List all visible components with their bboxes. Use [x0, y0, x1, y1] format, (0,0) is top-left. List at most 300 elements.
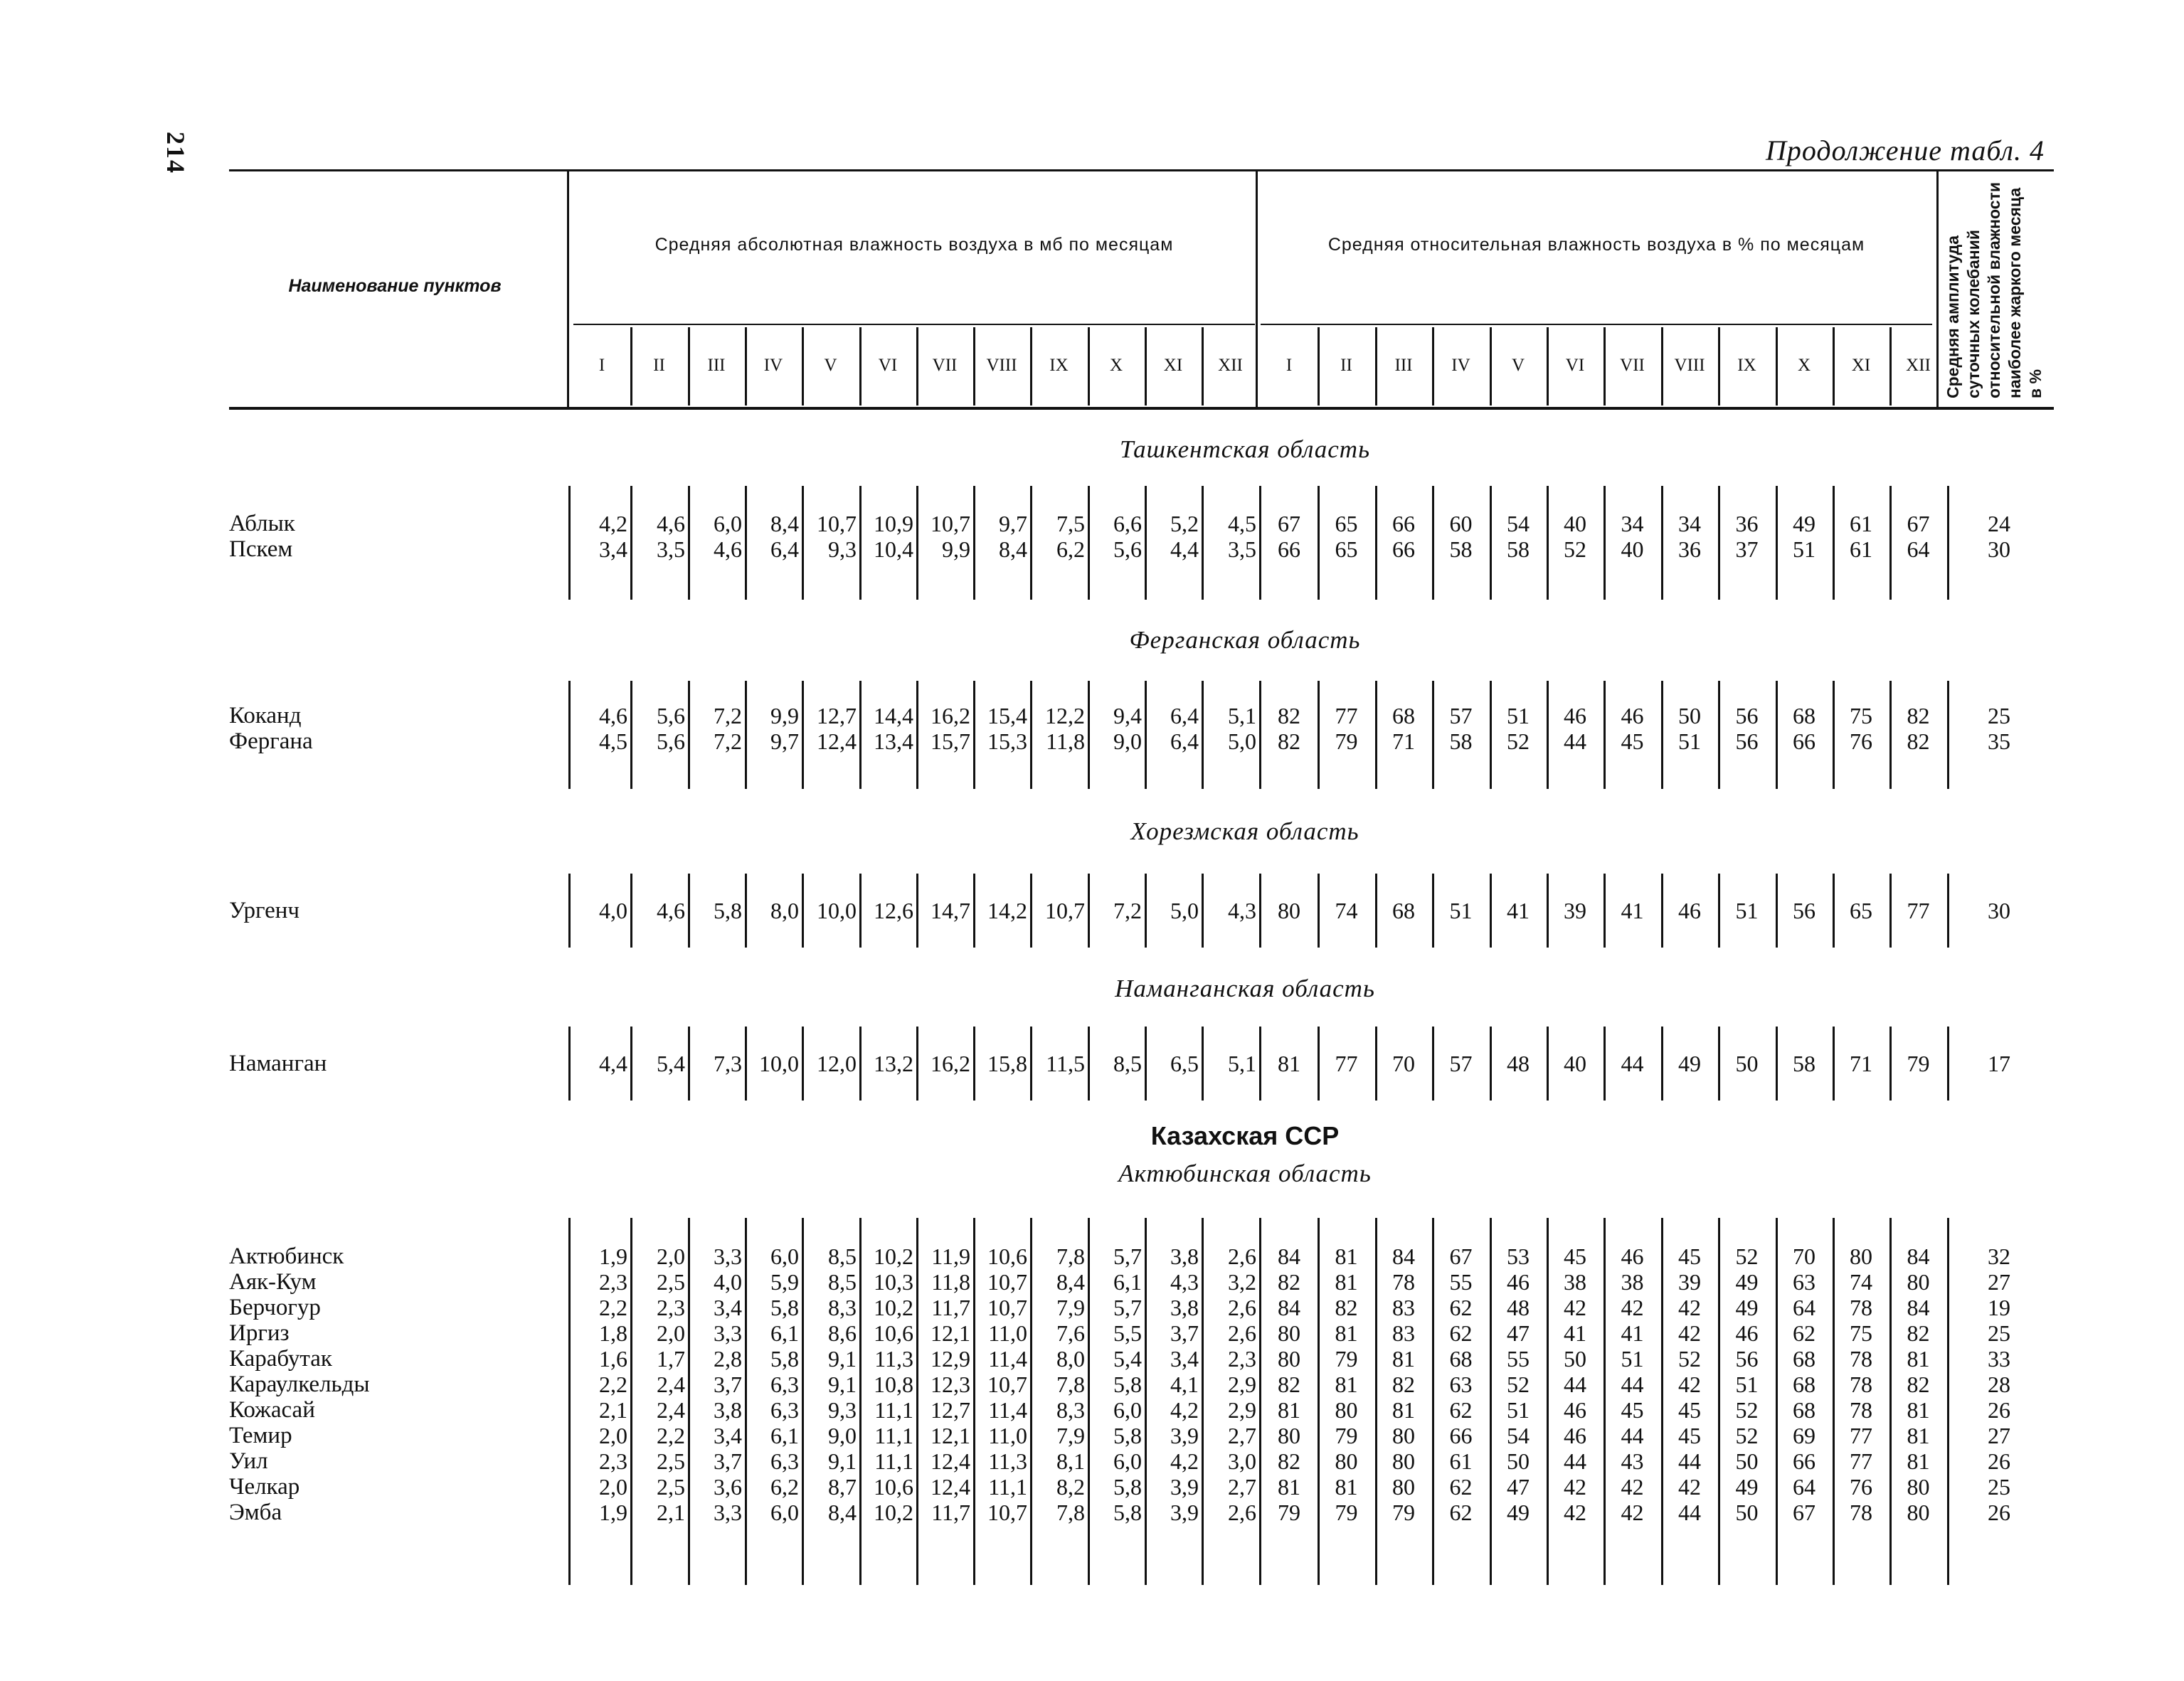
row-block-left-rule: [568, 1027, 571, 1101]
abs-humidity-value: 14,7: [931, 898, 970, 923]
rel-humidity-value: 42: [1564, 1295, 1586, 1320]
abs-humidity-value: 8,2: [1056, 1474, 1085, 1500]
rel-humidity-value: 68: [1793, 1346, 1815, 1372]
rel-humidity-value: 46: [1621, 1243, 1644, 1269]
abs-month-header: XII: [1218, 356, 1243, 375]
rel-humidity-value: 80: [1392, 1474, 1415, 1500]
header-month-divider: [745, 327, 747, 405]
abs-humidity-value: 2,3: [1228, 1346, 1256, 1372]
rel-humidity-value: 52: [1507, 1372, 1530, 1397]
amplitude-value: 19: [1988, 1295, 2010, 1320]
abs-month-header: I: [598, 356, 605, 375]
abs-humidity-value: 2,4: [657, 1372, 685, 1397]
rel-humidity-value: 54: [1507, 1423, 1530, 1448]
abs-humidity-value: 7,2: [714, 703, 742, 728]
abs-humidity-value: 8,0: [770, 898, 799, 923]
rel-month-header: V: [1511, 356, 1525, 375]
rel-humidity-value: 76: [1850, 728, 1872, 754]
abs-humidity-value: 16,2: [931, 703, 970, 728]
abs-humidity-value: 5,8: [1113, 1372, 1142, 1397]
rel-humidity-value: 82: [1907, 728, 1930, 754]
rel-humidity-value: 48: [1507, 1295, 1530, 1320]
rel-humidity-value: 78: [1850, 1397, 1872, 1423]
rel-humidity-value: 49: [1507, 1500, 1530, 1525]
rel-humidity-value: 67: [1907, 511, 1930, 536]
rel-humidity-value: 50: [1735, 1448, 1759, 1474]
abs-humidity-value: 4,4: [599, 1051, 627, 1076]
rel-humidity-value: 40: [1621, 536, 1644, 562]
abs-humidity-value: 10,2: [874, 1243, 913, 1269]
rel-humidity-value: 81: [1907, 1346, 1930, 1372]
rel-humidity-value: 60: [1449, 511, 1473, 536]
abs-humidity-value: 9,0: [1113, 728, 1142, 754]
rel-humidity-value: 46: [1507, 1269, 1530, 1295]
abs-humidity-value: 9,7: [770, 728, 799, 754]
rel-humidity-value: 84: [1907, 1295, 1930, 1320]
rel-humidity-value: 84: [1392, 1243, 1415, 1269]
rel-humidity-value: 44: [1678, 1500, 1701, 1525]
abs-humidity-value: 12,4: [817, 728, 857, 754]
abs-humidity-value: 8,3: [1056, 1397, 1085, 1423]
abs-humidity-value: 14,4: [874, 703, 913, 728]
header-group-divider: [1256, 171, 1258, 407]
abs-month-header: VIII: [986, 356, 1017, 375]
abs-humidity-value: 6,0: [714, 511, 742, 536]
rel-column-rule: [1947, 1027, 1949, 1101]
abs-humidity-value: 12,1: [931, 1320, 970, 1346]
abs-humidity-value: 6,2: [770, 1474, 799, 1500]
rel-humidity-value: 77: [1850, 1423, 1872, 1448]
abs-humidity-value: 3,9: [1170, 1423, 1199, 1448]
rel-humidity-value: 50: [1564, 1346, 1586, 1372]
rel-humidity-value: 45: [1564, 1243, 1586, 1269]
rel-humidity-value: 45: [1678, 1397, 1701, 1423]
station-name: Карабутак: [229, 1346, 332, 1372]
abs-humidity-value: 6,1: [1113, 1269, 1142, 1295]
amplitude-value: 26: [1988, 1500, 2010, 1525]
amplitude-value: 30: [1988, 898, 2010, 923]
rel-humidity-value: 77: [1907, 898, 1930, 923]
rel-humidity-value: 46: [1564, 703, 1586, 728]
rel-humidity-value: 42: [1678, 1320, 1701, 1346]
abs-humidity-value: 11,1: [988, 1474, 1027, 1500]
abs-humidity-value: 3,6: [714, 1474, 742, 1500]
header-month-divider: [630, 327, 632, 405]
abs-humidity-value: 15,7: [931, 728, 970, 754]
rel-column-rule: [1947, 486, 1949, 600]
rel-humidity-value: 78: [1392, 1269, 1415, 1295]
rel-humidity-value: 80: [1392, 1423, 1415, 1448]
rel-humidity-value: 62: [1449, 1320, 1473, 1346]
abs-humidity-value: 11,3: [874, 1346, 913, 1372]
rel-humidity-value: 45: [1621, 728, 1644, 754]
rel-humidity-value: 82: [1278, 703, 1300, 728]
abs-humidity-value: 11,1: [874, 1448, 913, 1474]
header-month-divider: [1661, 327, 1663, 405]
rel-humidity-value: 58: [1793, 1051, 1815, 1076]
abs-humidity-value: 12,0: [817, 1051, 857, 1076]
abs-humidity-value: 10,7: [817, 511, 857, 536]
station-name: Актюбинск: [229, 1243, 344, 1269]
rel-humidity-value: 64: [1907, 536, 1930, 562]
rel-month-header: XII: [1906, 356, 1931, 375]
abs-humidity-value: 9,3: [828, 536, 857, 562]
abs-group-divider: [573, 324, 1255, 325]
abs-humidity-value: 12,4: [931, 1448, 970, 1474]
abs-humidity-value: 6,3: [770, 1372, 799, 1397]
rel-humidity-value: 51: [1678, 728, 1701, 754]
station-name: Аяк-Кум: [229, 1269, 317, 1295]
rel-humidity-value: 47: [1507, 1474, 1530, 1500]
abs-humidity-value: 10,7: [987, 1295, 1027, 1320]
row-block-left-rule: [568, 874, 571, 948]
rel-humidity-value: 57: [1449, 703, 1473, 728]
abs-humidity-value: 5,7: [1113, 1243, 1142, 1269]
abs-humidity-value: 7,2: [714, 728, 742, 754]
abs-humidity-value: 5,8: [770, 1295, 799, 1320]
abs-humidity-value: 2,7: [1228, 1423, 1256, 1448]
abs-humidity-value: 2,3: [657, 1295, 685, 1320]
rel-humidity-value: 49: [1678, 1051, 1701, 1076]
rel-humidity-value: 55: [1449, 1269, 1473, 1295]
continuation-title: Продолжение табл. 4: [1765, 134, 2045, 166]
rel-month-header: VI: [1565, 356, 1585, 375]
rel-humidity-value: 82: [1278, 728, 1300, 754]
abs-humidity-value: 7,9: [1056, 1423, 1085, 1448]
abs-humidity-value: 5,9: [770, 1269, 799, 1295]
rel-humidity-value: 51: [1793, 536, 1815, 562]
abs-humidity-value: 3,0: [1228, 1448, 1256, 1474]
abs-humidity-value: 5,4: [657, 1051, 685, 1076]
abs-humidity-value: 7,2: [1113, 898, 1142, 923]
region-heading: Ферганская область: [1129, 626, 1361, 654]
rel-humidity-value: 42: [1564, 1500, 1586, 1525]
abs-humidity-value: 3,9: [1170, 1474, 1199, 1500]
station-name: Пскем: [229, 536, 293, 562]
rel-humidity-value: 52: [1564, 536, 1586, 562]
rel-humidity-value: 79: [1335, 1346, 1358, 1372]
amplitude-value: 35: [1988, 728, 2010, 754]
abs-humidity-value: 10,2: [874, 1295, 913, 1320]
rel-humidity-value: 47: [1507, 1320, 1530, 1346]
abs-humidity-value: 6,4: [1170, 728, 1199, 754]
abs-humidity-value: 8,4: [999, 536, 1027, 562]
abs-humidity-value: 4,2: [1170, 1397, 1199, 1423]
rel-humidity-value: 50: [1507, 1448, 1530, 1474]
rel-humidity-value: 78: [1850, 1346, 1872, 1372]
abs-humidity-value: 3,8: [1170, 1295, 1199, 1320]
abs-humidity-value: 2,5: [657, 1269, 685, 1295]
abs-humidity-value: 9,1: [828, 1448, 857, 1474]
rel-humidity-value: 81: [1907, 1423, 1930, 1448]
abs-humidity-value: 6,6: [1113, 511, 1142, 536]
rel-humidity-value: 67: [1793, 1500, 1815, 1525]
rel-humidity-value: 80: [1850, 1243, 1872, 1269]
rel-humidity-value: 41: [1507, 898, 1530, 923]
abs-humidity-value: 10,6: [987, 1243, 1027, 1269]
amplitude-value: 30: [1988, 536, 2010, 562]
abs-humidity-value: 5,0: [1170, 898, 1199, 923]
abs-humidity-value: 3,4: [599, 536, 627, 562]
rel-humidity-value: 44: [1564, 728, 1586, 754]
rel-humidity-value: 77: [1335, 1051, 1358, 1076]
header-name-divider: [567, 171, 569, 407]
abs-humidity-value: 2,6: [1228, 1320, 1256, 1346]
abs-humidity-value: 11,7: [931, 1500, 970, 1525]
rel-humidity-value: 49: [1735, 1269, 1759, 1295]
rel-humidity-value: 81: [1392, 1346, 1415, 1372]
abs-humidity-value: 5,8: [770, 1346, 799, 1372]
amplitude-value: 26: [1988, 1448, 2010, 1474]
rel-group-divider: [1261, 324, 1932, 325]
abs-humidity-value: 8,6: [828, 1320, 857, 1346]
rel-humidity-value: 68: [1793, 1372, 1815, 1397]
abs-humidity-value: 2,9: [1228, 1372, 1256, 1397]
rel-humidity-value: 80: [1907, 1269, 1930, 1295]
rel-humidity-value: 80: [1278, 1346, 1300, 1372]
rel-humidity-value: 83: [1392, 1320, 1415, 1346]
abs-humidity-value: 8,4: [828, 1500, 857, 1525]
abs-humidity-value: 4,6: [657, 511, 685, 536]
abs-humidity-value: 2,2: [657, 1423, 685, 1448]
abs-humidity-value: 4,6: [657, 898, 685, 923]
abs-humidity-value: 11,3: [988, 1448, 1027, 1474]
station-name: Иргиз: [229, 1320, 290, 1346]
abs-humidity-value: 5,0: [1228, 728, 1256, 754]
abs-humidity-value: 2,3: [599, 1448, 627, 1474]
rel-humidity-value: 81: [1335, 1243, 1358, 1269]
rel-humidity-value: 79: [1335, 1500, 1358, 1525]
abs-humidity-value: 4,4: [1170, 536, 1199, 562]
abs-humidity-value: 10,0: [817, 898, 857, 923]
abs-humidity-value: 9,9: [942, 536, 970, 562]
rel-column-rule: [1947, 874, 1949, 948]
row-block-left-rule: [568, 1218, 571, 1585]
station-name: Берчогур: [229, 1295, 321, 1320]
header-month-divider: [1776, 327, 1778, 405]
rel-humidity-value: 66: [1278, 536, 1300, 562]
abs-humidity-value: 3,5: [1228, 536, 1256, 562]
amplitude-value: 25: [1988, 1474, 2010, 1500]
abs-humidity-value: 10,6: [874, 1320, 913, 1346]
abs-humidity-value: 1,6: [599, 1346, 627, 1372]
header-month-divider: [802, 327, 804, 405]
abs-humidity-value: 2,3: [599, 1269, 627, 1295]
rel-humidity-value: 39: [1564, 898, 1586, 923]
abs-humidity-value: 3,3: [714, 1243, 742, 1269]
abs-humidity-value: 2,8: [714, 1346, 742, 1372]
rel-humidity-value: 75: [1850, 703, 1872, 728]
rel-humidity-value: 79: [1907, 1051, 1930, 1076]
abs-humidity-value: 3,8: [714, 1397, 742, 1423]
rel-column-rule: [1947, 1218, 1949, 1585]
rel-humidity-value: 68: [1793, 703, 1815, 728]
abs-humidity-value: 10,2: [874, 1500, 913, 1525]
header-month-divider: [1088, 327, 1090, 405]
rel-humidity-value: 52: [1678, 1346, 1701, 1372]
abs-humidity-value: 2,1: [657, 1500, 685, 1525]
rel-humidity-value: 78: [1850, 1295, 1872, 1320]
rel-humidity-value: 82: [1335, 1295, 1358, 1320]
header-month-divider: [1375, 327, 1377, 405]
rel-humidity-value: 62: [1449, 1397, 1473, 1423]
abs-humidity-value: 5,1: [1228, 1051, 1256, 1076]
abs-humidity-value: 5,6: [657, 703, 685, 728]
abs-humidity-value: 11,7: [931, 1295, 970, 1320]
header-month-divider: [1833, 327, 1835, 405]
rel-humidity-value: 64: [1793, 1474, 1815, 1500]
abs-humidity-value: 2,5: [657, 1448, 685, 1474]
rel-humidity-value: 81: [1335, 1474, 1358, 1500]
rel-humidity-value: 39: [1678, 1269, 1701, 1295]
abs-humidity-value: 8,5: [1113, 1051, 1142, 1076]
rel-humidity-value: 70: [1793, 1243, 1815, 1269]
rel-column-rule: [1947, 681, 1949, 789]
rel-humidity-value: 68: [1392, 898, 1415, 923]
abs-humidity-value: 10,0: [759, 1051, 799, 1076]
abs-humidity-value: 12,1: [931, 1423, 970, 1448]
rel-humidity-value: 49: [1735, 1474, 1759, 1500]
rel-humidity-value: 41: [1621, 898, 1644, 923]
rel-humidity-value: 52: [1507, 728, 1530, 754]
amplitude-value: 25: [1988, 703, 2010, 728]
abs-humidity-value: 9,1: [828, 1346, 857, 1372]
station-name: Уил: [229, 1448, 268, 1474]
rel-humidity-value: 82: [1907, 1372, 1930, 1397]
rel-humidity-value: 51: [1735, 1372, 1759, 1397]
rel-humidity-value: 49: [1793, 511, 1815, 536]
header-month-divider: [1603, 327, 1606, 405]
rel-humidity-value: 78: [1850, 1372, 1872, 1397]
abs-humidity-value: 4,5: [599, 728, 627, 754]
abs-humidity-value: 12,4: [931, 1474, 970, 1500]
rel-humidity-value: 68: [1449, 1346, 1473, 1372]
abs-humidity-value: 10,3: [874, 1269, 913, 1295]
header-month-divider: [1718, 327, 1720, 405]
abs-humidity-value: 3,2: [1228, 1269, 1256, 1295]
rel-humidity-value: 42: [1678, 1474, 1701, 1500]
rel-humidity-value: 70: [1392, 1051, 1415, 1076]
rel-humidity-value: 51: [1449, 898, 1473, 923]
abs-humidity-value: 11,8: [931, 1269, 970, 1295]
abs-humidity-value: 9,7: [999, 511, 1027, 536]
rel-humidity-value: 48: [1507, 1051, 1530, 1076]
abs-humidity-value: 3,7: [714, 1372, 742, 1397]
rel-humidity-value: 41: [1621, 1320, 1644, 1346]
abs-humidity-value: 10,9: [874, 511, 913, 536]
amplitude-value: 17: [1988, 1051, 2010, 1076]
rel-humidity-value: 62: [1449, 1500, 1473, 1525]
abs-humidity-value: 12,9: [931, 1346, 970, 1372]
abs-humidity-value: 12,7: [817, 703, 857, 728]
rel-humidity-value: 79: [1278, 1500, 1300, 1525]
abs-month-header: III: [707, 356, 726, 375]
abs-humidity-value: 6,1: [770, 1423, 799, 1448]
rel-humidity-value: 42: [1621, 1500, 1644, 1525]
station-name: Аблык: [229, 511, 295, 536]
rel-humidity-value: 41: [1564, 1320, 1586, 1346]
header-month-divider: [1490, 327, 1492, 405]
abs-humidity-value: 2,6: [1228, 1295, 1256, 1320]
abs-humidity-value: 12,3: [931, 1372, 970, 1397]
abs-humidity-value: 6,1: [770, 1320, 799, 1346]
rel-humidity-value: 80: [1907, 1500, 1930, 1525]
abs-humidity-value: 12,2: [1045, 703, 1085, 728]
abs-humidity-value: 13,2: [874, 1051, 913, 1076]
abs-humidity-value: 2,6: [1228, 1243, 1256, 1269]
abs-humidity-value: 16,2: [931, 1051, 970, 1076]
rel-humidity-value: 80: [1278, 1423, 1300, 1448]
header-month-divider: [916, 327, 918, 405]
rel-humidity-value: 62: [1449, 1295, 1473, 1320]
rel-humidity-value: 66: [1793, 1448, 1815, 1474]
abs-humidity-value: 10,7: [987, 1269, 1027, 1295]
abs-humidity-value: 5,8: [1113, 1423, 1142, 1448]
abs-humidity-value: 2,0: [599, 1474, 627, 1500]
abs-humidity-value: 5,2: [1170, 511, 1199, 536]
rel-humidity-value: 69: [1793, 1423, 1815, 1448]
abs-humidity-value: 4,5: [1228, 511, 1256, 536]
rel-month-header: I: [1286, 356, 1293, 375]
abs-humidity-value: 15,4: [987, 703, 1027, 728]
abs-month-header: IX: [1049, 356, 1069, 375]
abs-month-header: XI: [1163, 356, 1183, 375]
rel-humidity-value: 38: [1621, 1269, 1644, 1295]
abs-humidity-value: 5,6: [1113, 536, 1142, 562]
header-amplitude-column: [1940, 174, 2050, 401]
abs-humidity-value: 5,1: [1228, 703, 1256, 728]
abs-humidity-value: 8,0: [1056, 1346, 1085, 1372]
station-name: Фергана: [229, 728, 313, 754]
rel-humidity-value: 46: [1621, 703, 1644, 728]
abs-humidity-value: 11,1: [874, 1423, 913, 1448]
rel-humidity-value: 84: [1278, 1295, 1300, 1320]
rel-humidity-value: 46: [1564, 1423, 1586, 1448]
abs-month-header: VII: [932, 356, 958, 375]
header-month-divider: [1202, 327, 1204, 405]
rel-humidity-value: 62: [1793, 1320, 1815, 1346]
abs-humidity-value: 11,0: [988, 1320, 1027, 1346]
abs-humidity-value: 3,4: [714, 1423, 742, 1448]
rel-humidity-value: 80: [1278, 1320, 1300, 1346]
abs-humidity-value: 7,6: [1056, 1320, 1085, 1346]
rel-humidity-value: 51: [1507, 703, 1530, 728]
rel-humidity-value: 64: [1793, 1295, 1815, 1320]
abs-humidity-value: 6,0: [1113, 1448, 1142, 1474]
abs-humidity-value: 9,4: [1113, 703, 1142, 728]
rel-humidity-value: 46: [1564, 1397, 1586, 1423]
station-name: Кожасай: [229, 1397, 315, 1423]
abs-humidity-value: 1,9: [599, 1243, 627, 1269]
rel-humidity-value: 44: [1564, 1448, 1586, 1474]
row-block-left-rule: [568, 681, 571, 789]
abs-humidity-value: 2,0: [657, 1243, 685, 1269]
rel-humidity-value: 37: [1735, 536, 1759, 562]
header-month-divider: [1030, 327, 1032, 405]
abs-humidity-value: 4,0: [714, 1269, 742, 1295]
abs-humidity-value: 4,2: [599, 511, 627, 536]
abs-humidity-value: 2,7: [1228, 1474, 1256, 1500]
abs-humidity-value: 6,4: [770, 536, 799, 562]
abs-humidity-value: 3,3: [714, 1320, 742, 1346]
rel-humidity-value: 84: [1278, 1243, 1300, 1269]
abs-humidity-value: 6,3: [770, 1397, 799, 1423]
abs-humidity-value: 8,1: [1056, 1448, 1085, 1474]
rel-humidity-value: 52: [1735, 1397, 1759, 1423]
rel-month-header: II: [1340, 356, 1352, 375]
rel-humidity-value: 45: [1678, 1243, 1701, 1269]
rel-humidity-value: 61: [1850, 511, 1872, 536]
